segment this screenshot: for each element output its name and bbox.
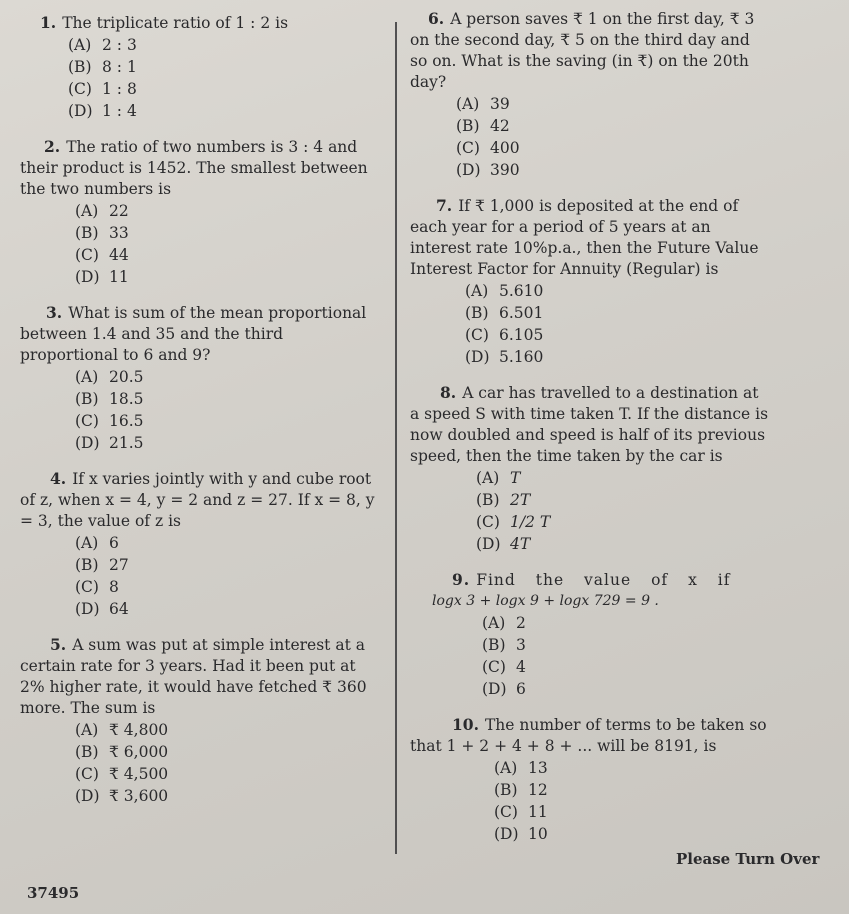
option-c: (C) 4 xyxy=(482,658,526,676)
right-column xyxy=(410,8,770,845)
option-d: (D) 64 xyxy=(75,600,129,618)
question-number: 1. xyxy=(40,13,57,32)
option-a: (A) 20.5 xyxy=(75,368,144,386)
question-stem: Find the value of x if xyxy=(476,571,731,589)
question-5 xyxy=(20,634,385,807)
question-equation: logx 3 + logx 9 + logx 729 = 9 . xyxy=(432,593,659,609)
question-9 xyxy=(410,569,770,700)
question-10 xyxy=(410,714,770,845)
option-d: (D) 11 xyxy=(75,268,129,286)
option-c: (C) 6.105 xyxy=(465,326,544,344)
question-number: 8. xyxy=(440,383,457,402)
turn-over-note: Please Turn Over xyxy=(676,850,820,868)
question-4 xyxy=(20,468,385,620)
option-c: (C) 11 xyxy=(494,803,548,821)
option-c: (C) 8 xyxy=(75,578,119,596)
option-d: (D) 4T xyxy=(476,535,531,553)
option-d: (D) 10 xyxy=(494,825,548,843)
option-b: (B) ₹ 6,000 xyxy=(75,743,169,761)
option-b: (B) 42 xyxy=(456,117,510,135)
question-number: 3. xyxy=(46,303,63,322)
page-code: 37495 xyxy=(27,884,80,902)
option-d: (D) 5.160 xyxy=(465,348,544,366)
option-d: (D) ₹ 3,600 xyxy=(75,787,169,805)
option-a: (A) ₹ 4,800 xyxy=(75,721,169,739)
option-a: (A) 5.610 xyxy=(465,282,544,300)
question-stem: The ratio of two numbers is 3 : 4 and their product is 1452. The smallest between the two numbers is xyxy=(20,138,368,198)
question-number: 10. xyxy=(452,715,479,734)
option-c: (C) 1/2 T xyxy=(476,513,551,531)
question-1 xyxy=(20,12,385,122)
question-number: 4. xyxy=(50,469,67,488)
question-stem: What is sum of the mean proportional between 1.4 and 35 and the third proportional to 6 and 9? xyxy=(20,304,367,364)
left-column xyxy=(20,12,385,807)
option-d: (D) 1 : 4 xyxy=(68,102,137,120)
question-number: 6. xyxy=(428,9,445,28)
question-stem: A sum was put at simple interest at a certain rate for 3 years. Had it been put at 2% higher rate, it would have fetched ₹ 360 more. The sum is xyxy=(20,636,367,717)
option-a: (A) 13 xyxy=(494,759,548,777)
option-b: (B) 8 : 1 xyxy=(68,58,137,76)
question-number: 9. xyxy=(452,570,471,589)
option-b: (B) 33 xyxy=(75,224,129,242)
option-a: (A) 2 xyxy=(482,614,526,632)
option-c: (C) 1 : 8 xyxy=(68,80,137,98)
option-a: (A) 22 xyxy=(75,202,129,220)
question-stem: The number of terms to be taken so that 1 + 2 + 4 + 8 + ... will be 8191, is xyxy=(410,716,767,755)
option-d: (D) 21.5 xyxy=(75,434,144,452)
question-number: 7. xyxy=(436,196,453,215)
question-2 xyxy=(20,136,385,288)
question-number: 2. xyxy=(44,137,61,156)
option-d: (D) 6 xyxy=(482,680,526,698)
option-b: (B) 3 xyxy=(482,636,526,654)
question-stem: A person saves ₹ 1 on the first day, ₹ 3 on the second day, ₹ 5 on the third day and so on. What is the saving (in ₹) on the 20th day? xyxy=(410,10,755,91)
question-8 xyxy=(410,382,770,555)
option-d: (D) 390 xyxy=(456,161,520,179)
option-b: (B) 18.5 xyxy=(75,390,144,408)
question-stem: The triplicate ratio of 1 : 2 is xyxy=(62,14,289,32)
question-6 xyxy=(410,8,770,181)
column-divider xyxy=(395,22,397,854)
option-b: (B) 6.501 xyxy=(465,304,544,322)
option-c: (C) 44 xyxy=(75,246,129,264)
option-b: (B) 2T xyxy=(476,491,531,509)
question-number: 5. xyxy=(50,635,67,654)
option-a: (A) 6 xyxy=(75,534,119,552)
option-a: (A) 2 : 3 xyxy=(68,36,137,54)
option-c: (C) 400 xyxy=(456,139,520,157)
question-7 xyxy=(410,195,770,368)
option-c: (C) 16.5 xyxy=(75,412,144,430)
question-stem: If x varies jointly with y and cube root of z, when x = 4, y = 2 and z = 27. If x = 8, y = 3, the value of z is xyxy=(20,470,375,530)
question-stem: If ₹ 1,000 is deposited at the end of each year for a period of 5 years at an interest rate 10%p.a., then the Future Value Interest Factor for Annuity (Regular) is xyxy=(410,197,759,278)
option-b: (B) 12 xyxy=(494,781,548,799)
option-c: (C) ₹ 4,500 xyxy=(75,765,169,783)
option-a: (A) T xyxy=(476,469,521,487)
question-stem: A car has travelled to a destination at a speed S with time taken T. If the distance is now doubled and speed is half of its previous speed, then the time taken by the car is xyxy=(410,384,769,465)
option-b: (B) 27 xyxy=(75,556,129,574)
option-a: (A) 39 xyxy=(456,95,510,113)
question-3 xyxy=(20,302,385,454)
